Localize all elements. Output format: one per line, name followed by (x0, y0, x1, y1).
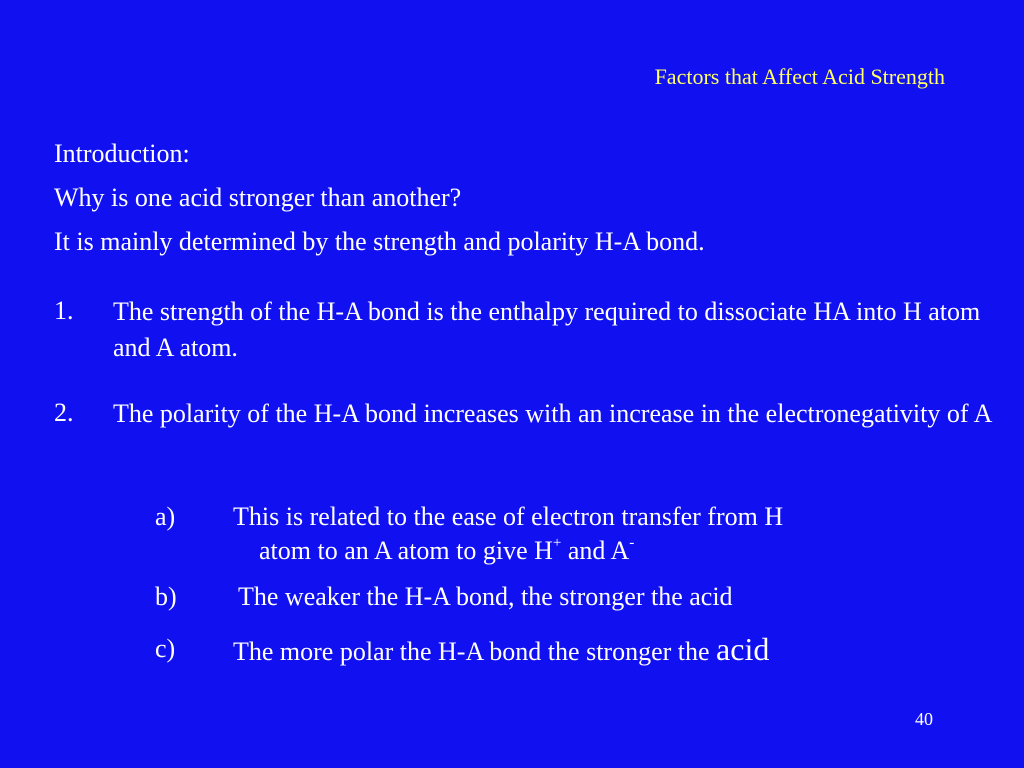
subitem-a-line2-mid: and A (561, 536, 630, 565)
subitem-a-line2-pre: atom to an A atom to give H (259, 536, 553, 565)
h-plus-superscript: + (552, 535, 562, 551)
a-minus-superscript: - (629, 535, 635, 551)
item-1-text: The strength of the H-A bond is the enthalpy required to dissociate HA into H atom and A atom. (113, 297, 981, 362)
intro-heading: Introduction: (54, 139, 190, 168)
item-2-text: The polarity of the H-A bond increases with an increase in the electronegativity of A (113, 399, 993, 428)
item-2-marker: 2. (54, 398, 74, 427)
subitem-c-text (233, 632, 769, 669)
slide-title: Factors that Affect Acid Strength (654, 64, 945, 89)
subitem-c-text-main: The more polar the H-A bond the stronger the (233, 637, 717, 666)
item-1-marker: 1. (54, 296, 74, 325)
intro-statement: It is mainly determined by the strength and polarity H-A bond. (54, 227, 705, 256)
subitem-c-big-word: acid (716, 631, 770, 667)
subitem-b-marker: b) (155, 582, 177, 611)
subitem-a-line2 (259, 534, 634, 568)
subitem-c-marker: c) (155, 634, 176, 663)
subitem-a-line1: This is related to the ease of electron transfer from H (233, 502, 784, 531)
page-number: 40 (915, 709, 933, 729)
subitem-b-text: The weaker the H-A bond, the stronger the acid (238, 582, 733, 611)
subitem-a-marker: a) (155, 502, 176, 531)
intro-question: Why is one acid stronger than another? (54, 183, 462, 212)
